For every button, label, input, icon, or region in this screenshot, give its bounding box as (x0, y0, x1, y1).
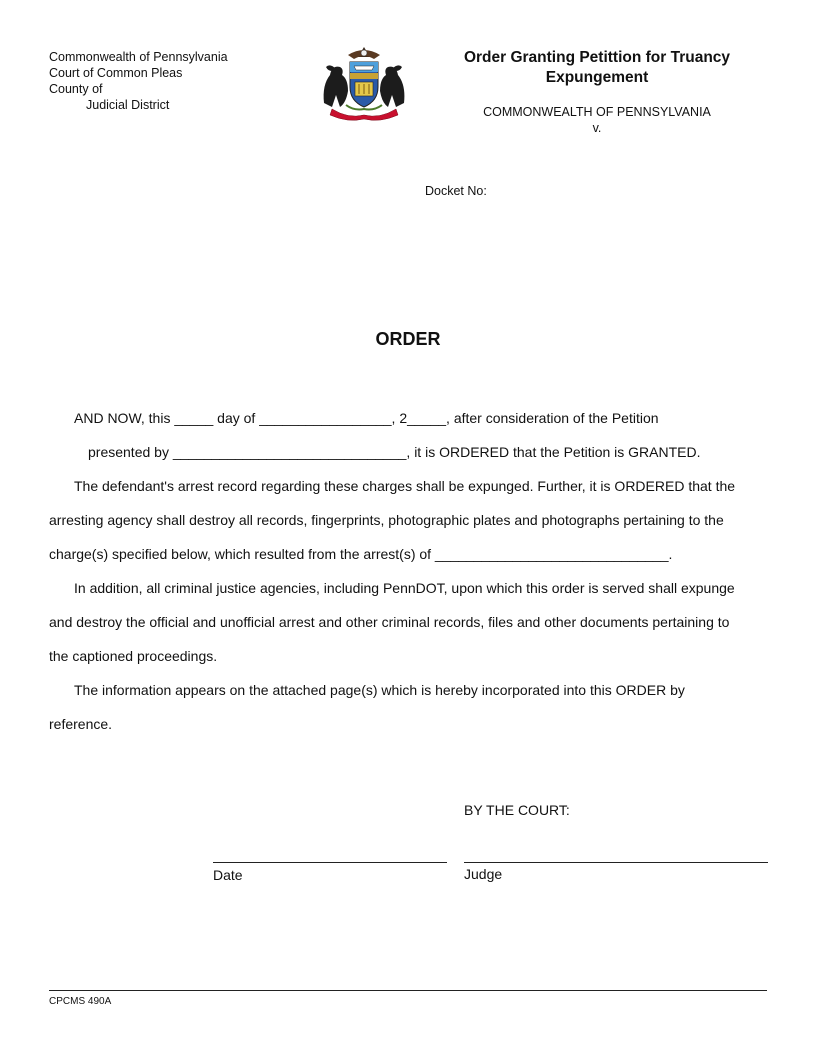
court-line-judicial-district: Judicial District (86, 98, 170, 112)
court-line-county: County of (49, 82, 103, 96)
form-title-line-2: Expungement (545, 69, 649, 86)
form-title (450, 48, 744, 88)
order-line-8: the captioned proceedings. (49, 648, 218, 664)
caption-commonwealth: COMMONWEALTH OF PENNSYLVANIA (483, 105, 711, 119)
court-info (49, 49, 228, 113)
order-line-7: and destroy the official and unofficial arrest and other criminal records, files and other documents pertaining to (49, 614, 730, 630)
by-the-court-label: BY THE COURT: (464, 802, 570, 818)
judge-label: Judge (464, 866, 503, 882)
order-line-10: reference. (49, 716, 113, 732)
order-heading: ORDER (375, 329, 441, 349)
judge-signature-line[interactable] (464, 862, 768, 863)
court-line-commonwealth: Commonwealth of Pennsylvania (49, 50, 228, 64)
court-line-common-pleas: Court of Common Pleas (49, 66, 183, 80)
order-line-1: AND NOW, this _____ day of _________________, 2_____, after consideration of the Petition (74, 410, 659, 426)
order-line-6: In addition, all criminal justice agencies, including PennDOT, upon which this order is served shall expunge (74, 580, 735, 596)
form-title-line-1: Order Granting Petittion for Truancy (463, 49, 731, 66)
form-code: CPCMS 490A (49, 996, 112, 1007)
footer-divider (49, 990, 767, 991)
date-label: Date (213, 867, 243, 883)
caption-versus: v. (592, 121, 602, 135)
order-line-5: charge(s) specified below, which resulted from the arrest(s) of ______________________________. (49, 546, 673, 562)
order-line-3: The defendant's arrest record regarding these charges shall be expunged. Further, it is ORDERED that the (74, 478, 736, 494)
docket-label: Docket No: (425, 184, 487, 198)
order-line-2: presented by ______________________________, it is ORDERED that the Petition is GRANTED. (88, 444, 701, 460)
order-line-9: The information appears on the attached page(s) which is hereby incorporated into this ORDER by (74, 682, 685, 698)
date-signature-line[interactable] (213, 862, 447, 863)
case-caption (450, 104, 744, 136)
order-line-4: arresting agency shall destroy all records, fingerprints, photographic plates and photographs pertaining to the (49, 512, 724, 528)
pennsylvania-coat-of-arms-icon (318, 45, 410, 121)
